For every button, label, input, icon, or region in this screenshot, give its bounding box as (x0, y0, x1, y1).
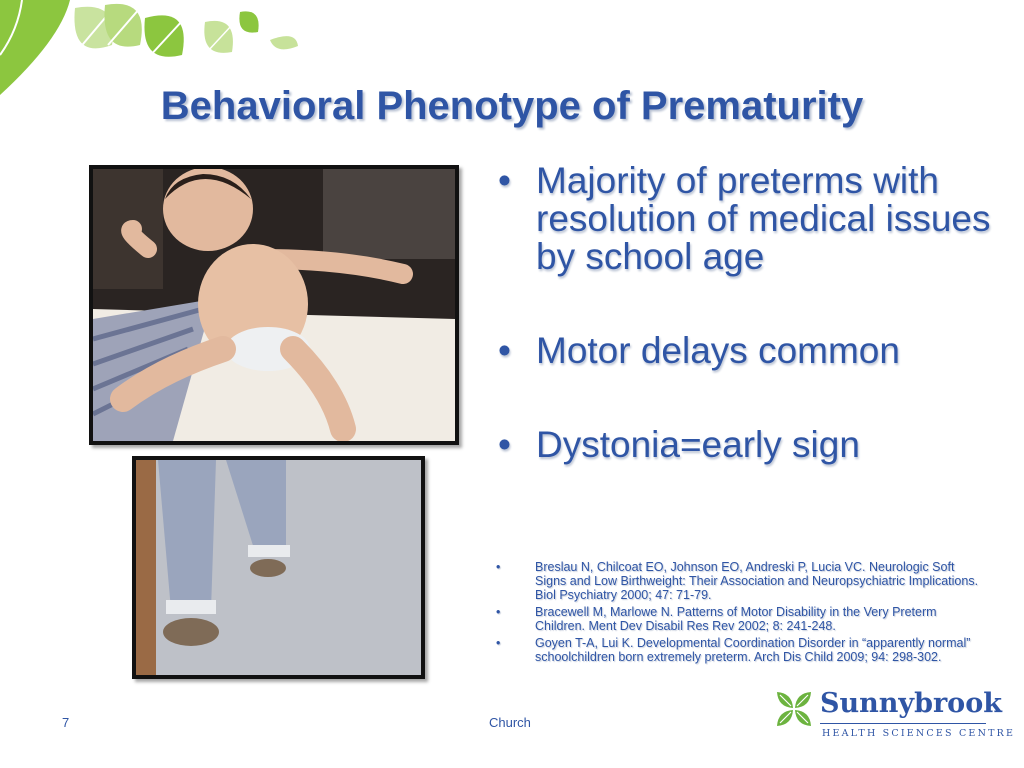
slide-title: Behavioral Phenotype of Prematurity (160, 84, 864, 128)
leaf-icon (239, 11, 258, 32)
logo-subtitle: HEALTH SCIENCES CENTRE (822, 728, 1016, 739)
footer-text: Church (489, 715, 531, 730)
logo-divider (820, 723, 986, 724)
reference-item: • Goyen T-A, Lui K. Developmental Coordination Disorder in “apparently normal” schoolchildren born extremely preterm. Arch Dis Child 2009; 94: 298-302. (492, 636, 982, 664)
page-number: 7 (62, 715, 70, 730)
references-list (492, 560, 982, 667)
sunnybrook-logo (776, 688, 1016, 742)
toddler-legs-photo (132, 456, 425, 679)
leaf-icon (270, 36, 298, 49)
leaf-icon (144, 15, 183, 56)
bullet-item: • Majority of preterms with resolution of medical issues by school age (496, 162, 996, 276)
bullet-item: • Motor delays common (496, 332, 996, 370)
main-bullets (496, 162, 996, 464)
leaf-icon (204, 21, 233, 53)
bullet-item: • Dystonia=early sign (496, 426, 996, 464)
logo-name: Sunnybrook (820, 688, 1002, 719)
reference-item: • Breslau N, Chilcoat EO, Johnson EO, Andreski P, Lucia VC. Neurologic Soft Signs and Low Birthweight: Their Association and Neuropsychiatric Implications. Biol Psychiatry 2000; 47: 71-79. (492, 560, 982, 602)
reference-item: • Bracewell M, Marlowe N. Patterns of Motor Disability in the Very Preterm Children. Ment Dev Disabil Res Rev 2002; 8: 241-248. (492, 605, 982, 633)
leaf-cross-icon (776, 691, 812, 727)
leaf-icon (0, 0, 70, 95)
infant-sitting-photo (89, 165, 459, 445)
